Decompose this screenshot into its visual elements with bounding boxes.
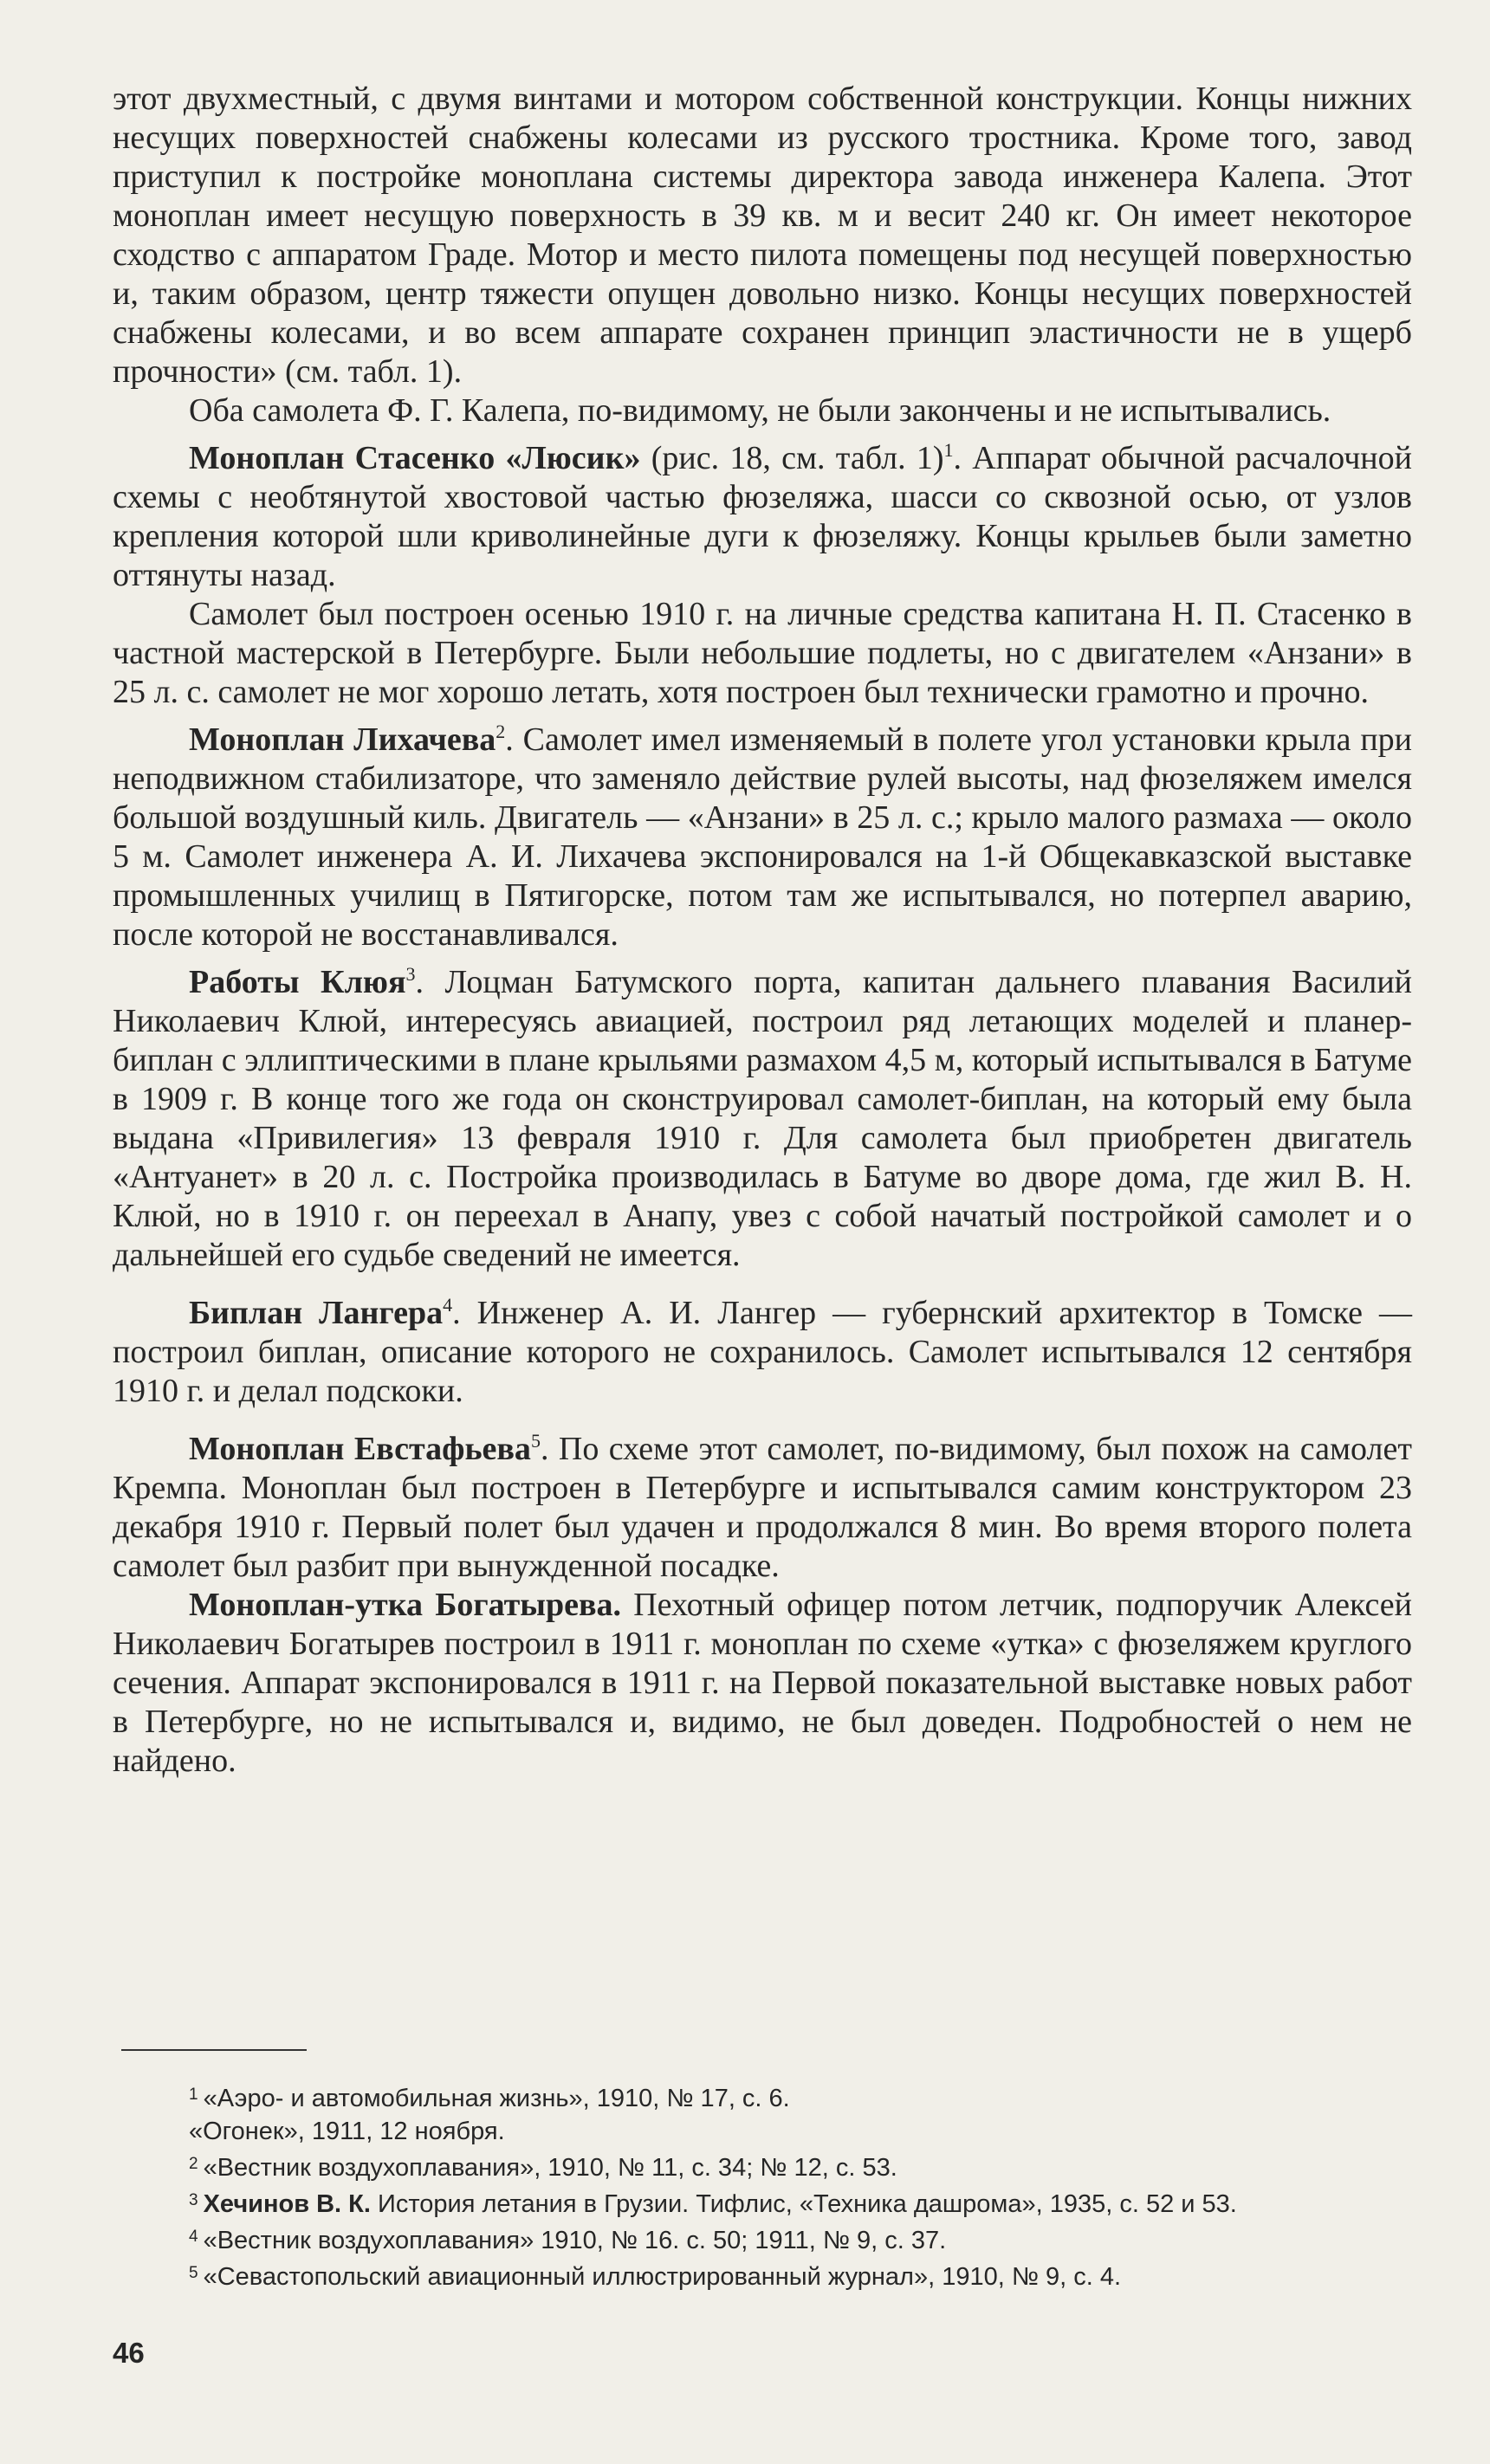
section-heading: Моноплан Лихачева [189, 721, 496, 758]
paragraph: Биплан Лангера$^4$. Инженер А. И. Лангер — губернский архитектор в Томске — построил биплан, описание которого не сохранилось. Самолет испытывался 12 сентября 1910 г. и делал подскоки. [113, 1294, 1413, 1409]
footnote: $^4$ «Вестник воздухоплавания» 1910, № 16. с. 50; 1911, № 9, с. 37. [189, 2227, 947, 2254]
footnote-ref: 5 [530, 1430, 541, 1452]
footnote-ref: 4 [443, 1294, 453, 1316]
footnote: «Огонек», 1911, 12 ноября. [189, 2118, 505, 2145]
section-heading: Моноплан-утка Богатырева. [189, 1587, 621, 1623]
footnote-ref: 1 [943, 439, 954, 461]
section-heading: Моноплан Стасенко «Люсик» [189, 440, 641, 476]
footnote: $^3$ Хечинов В. К. История летания в Грузии. Тифлис, «Техника дашрома», 1935, с. 52 и 53. [189, 2190, 1237, 2218]
paragraph: Моноплан Лихачева$^2$. Самолет имел изменяемый в полете угол установки крыла при неподвижном стабилизаторе, что заменяло действие рулей высоты, над фюзеляжем имелся большой воздушный киль. Двигатель — «Анзани» в 25 л. с.; крыло малого размаха — около 5 м. Самолет инженера А. И. Лихачева экспонировался на 1-й Общекавказской выставке промышленных училищ в Пятигорске, потом там же испытывался, но потерпел аварию, после которой не восстанавливался. [113, 721, 1413, 953]
footnote: $^2$ «Вестник воздухоплавания», 1910, № 11, с. 34; № 12, с. 53. [189, 2154, 897, 2182]
section-heading: Биплан Лангера [189, 1295, 444, 1331]
section-heading: Работы Клюя [189, 964, 406, 1000]
paragraph: Моноплан Стасенко «Люсик» (рис. 18, см. табл. 1)$^1$. Аппарат обычной расчалочной схемы с необтянутой хвостовой частью фюзеляжа, шасси со сквозной осью, от узлов крепления которой шли криволинейные дуги к фюзеляжу. Концы крыльев были заметно оттянуты назад. [113, 439, 1412, 593]
footnote: $^1$ «Аэро- и автомобильная жизнь», 1910, № 17, с. 6. [189, 2085, 790, 2112]
paragraph: Работы Клюя$^3$. Лоцман Батумского порта, капитан дальнего плавания Василий Николаевич Клюй, интересуясь авиацией, построил ряд летающих моделей и планер-биплан с эллиптическими в плане крыльями размахом 4,5 м, который испытывался в Батуме в 1909 г. В конце того же года он сконструировал самолет-биплан, на который ему была выдана «Привилегия» 13 февраля 1910 г. Для самолета был приобретен двигатель «Антуанет» в 20 л. с. Постройка производилась в Батуме во дворе дома, где жил В. Н. Клюй, но в 1910 г. он переехал в Анапу, увез с собой начатый постройкой самолет и о дальнейшей его судьбе сведений не имеется. [113, 963, 1412, 1273]
footnotes [113, 2079, 1412, 2293]
paragraph: Моноплан-утка Богатырева. Пехотный офицер потом летчик, подпоручик Алексей Николаевич Богатырев построил в 1911 г. моноплан по схеме «утка» с фюзеляжем круглого сечения. Аппарат экспонировался в 1911 г. на Первой показательной выставке новых работ в Петербурге, но не испытывался и, видимо, не был доведен. Подробностей о нем не найдено. [113, 1587, 1412, 1779]
main-text [113, 80, 1412, 1781]
paragraph: Моноплан Евстафьева$^5$. По схеме этот самолет, по-видимому, был похож на самолет Кремпа. Моноплан был построен в Петербурге и испытывался самим конструктором 23 декабря 1910 г. Первый полет был удачен и продолжался 8 мин. Во время второго полета самолет был разбит при вынужденной посадке. [113, 1430, 1412, 1584]
page-number: 46 [113, 2337, 145, 2369]
paragraph: Оба самолета Ф. Г. Калепа, по-видимому, не были закончены и не испытывались. [189, 392, 1331, 429]
paragraph: этот двухместный, с двумя винтами и мотором собственной конструкции. Концы нижних несущих поверхностей снабжены колесами из русского тростника. Кроме того, завод приступил к постройке моноплана системы директора завода инженера Калепа. Этот моноплан имеет несущую поверхность в 39 кв. м и весит 240 кг. Он имеет некоторое сходство с аппаратом Граде. Мотор и место пилота помещены под несущей поверхностью и, таким образом, центр тяжести опущен довольно низко. Концы несущих поверхностей снабжены колесами, и во всем аппарате сохранен принцип эластичности не в ущерб прочности» (см. табл. 1). [113, 81, 1412, 390]
paragraph: Самолет был построен осенью 1910 г. на личные средства капитана Н. П. Стасенко в частной мастерской в Петербурге. Были небольшие подлеты, но с двигателем «Анзани» в 25 л. с. самолет не мог хорошо летать, хотя построен был технически грамотно и прочно. [113, 596, 1412, 710]
footnote-ref: 2 [496, 721, 506, 742]
section-heading: Моноплан Евстафьева [189, 1431, 531, 1467]
footnote-divider [121, 2049, 307, 2051]
footnote: $^5$ «Севастопольский авиационный иллюстрированный журнал», 1910, № 9, с. 4. [189, 2263, 1122, 2291]
footnote-ref: 3 [405, 963, 416, 985]
